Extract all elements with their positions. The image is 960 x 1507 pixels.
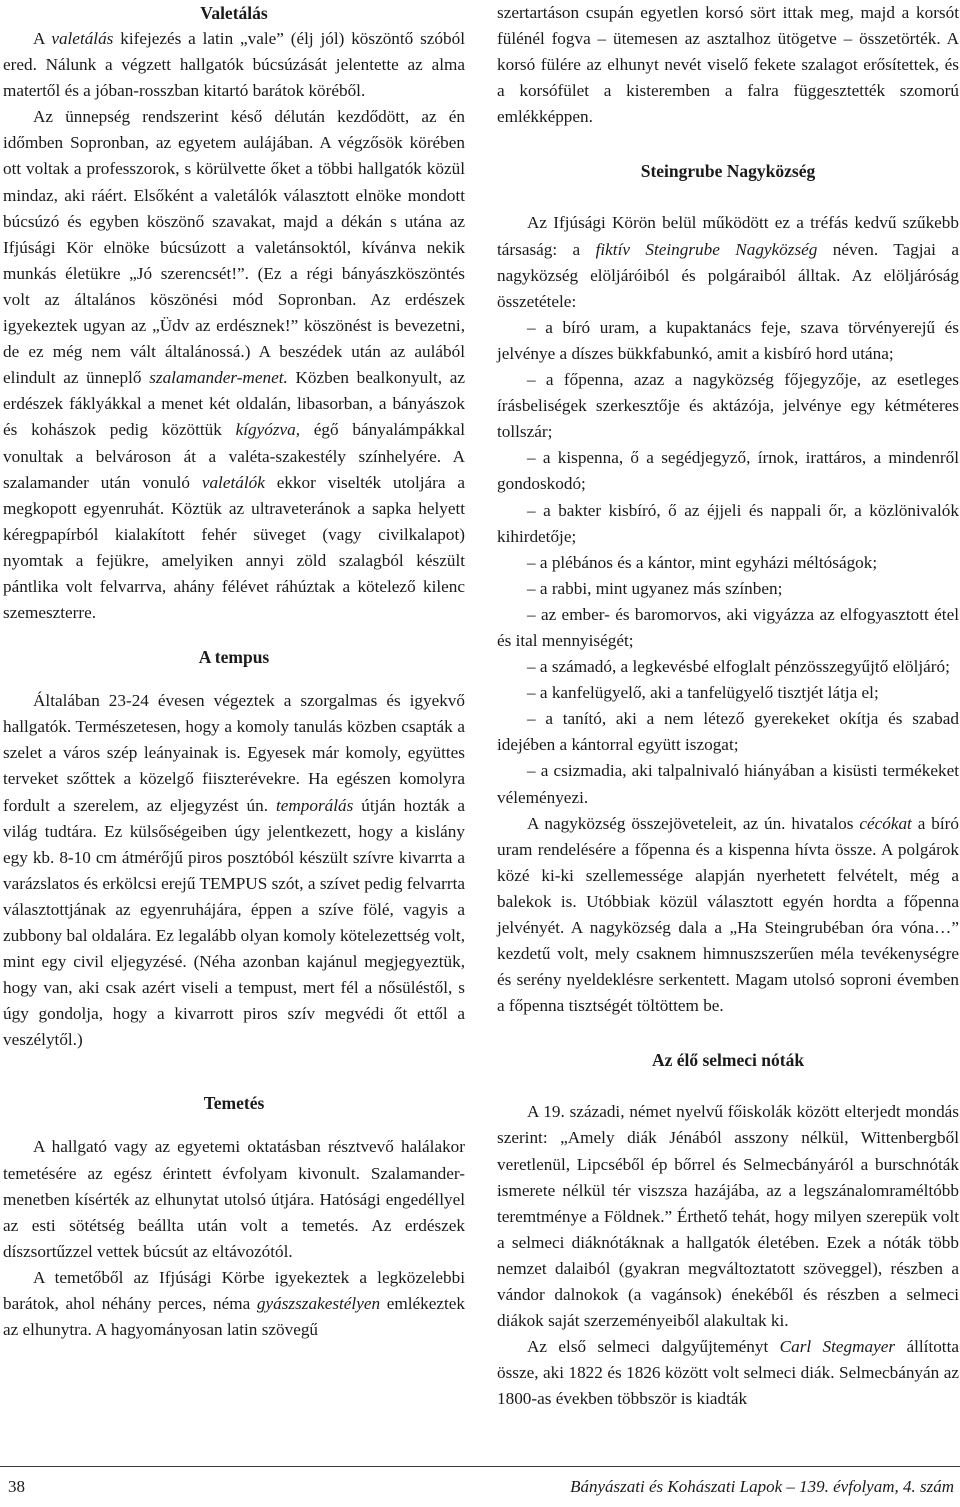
paragraph: Általában 23-24 évesen végeztek a szorgalmas és igyekvő hallgatók. Természetesen, hogy a komoly tanulás közben csapták a szelet a város szép leányainak is. Egyesek már komoly, együttes terveket szőttek a közelgő fiiszterévekre. Ha egészen komolyra fordult a szerelem, az eljegyzést ún. temporálás útján hozták a világ tudtára. Ez külsőségeiben úgy jelentkezett, hogy a kislány egy kb. 8-10 cm átmérőjű piros posztóból készült szívre kivarrta a varázslatos és erkölcsi erejű TEMPUS szót, a szívet pedig felvarrta választottjának az egyenruhájára, éppen a szíve fölé, vagyis a zubbony bal oldalára. Ez legalább olyan komoly kötelezettség volt, mint egy civil eljegyzésé. (Néha azonban kajánul megjegyeztük, hogy van, aki csak azért viseli a tempust, mert fél a nősüléstől, s úgy gondolja, hogy a kivarrott piros szív megvédi őt ettől a veszélytől.) — [3, 691, 466, 1050]
section-heading-notak: Az élő selmeci nóták — [651, 1050, 805, 1071]
italic-phrase: gyászszakestélyen — [256, 1294, 381, 1314]
italic-phrase: valetálók — [201, 472, 265, 492]
list-item: – a bíró uram, a kupaktanács feje, szava törvényerejű és jelvénye a díszes bükkfabunkó, amit a kisbíró hord utána; — [497, 317, 959, 363]
paragraph: A valetálás kifejezés a latin „vale” (élj jól) köszöntő szóból ered. Nálunk a végzett hallgatók búcsúzását jelentette az alma matertől és a jóban-rosszban kitartó barátok köréből. — [3, 29, 465, 101]
section-heading-temetes: Temetés — [203, 1093, 265, 1114]
paragraph: A temetőből az Ifjúsági Körbe igyekeztek a legközelebbi barátok, ahol néhány perces, néma gyászszakestélyen emlékeztek az elhunytra. A hagyományosan latin szövegű — [3, 1267, 465, 1340]
list-item: – a főpenna, azaz a nagyközség főjegyzője, az esetleges írásbeliségek szerkesztője és aktázója, jelvénye egy kétméteres tollszár; — [497, 370, 959, 442]
paragraph: szertartáson csupán egyetlen korsó sört ittak meg, majd a korsót fülénél fogva – ütemesen az asztalhoz ütögetve – összetörték. A korsó fülére az elhunyt nevét viselő fekete szalagot erősítettek, és a korsófület a kisteremben a falra függesztették szomorú emlékképpen. — [497, 3, 959, 127]
section-heading-valetalas: Valetálás — [200, 3, 268, 23]
paragraph: Az első selmeci dalgyűjteményt Carl Stegmayer állította össze, aki 1822 és 1826 között volt selmeci diák. Selmecbányán az 1800-as években többször is kiadták — [497, 1337, 959, 1409]
left-column — [3, 0, 465, 1343]
italic-phrase: kígyózva, — [235, 420, 301, 440]
list-item: – a tanító, aki a nem létező gyerekeket okítja és szabad idejében a kántorral együtt iszogat; — [497, 709, 959, 755]
italic-phrase: szalamander-menet. — [149, 368, 288, 388]
footer-divider — [0, 1466, 960, 1467]
list-item: – a plébános és a kántor, mint egyházi méltóságok; — [527, 552, 878, 572]
list-item: – az ember- és baromorvos, aki vigyázza az elfogyasztott étel és ital mennyiségét; — [497, 604, 959, 650]
dash-list — [497, 315, 959, 811]
list-item: – a kanfelügyelő, aki a tanfelügyelő tisztjét látja el; — [527, 683, 879, 703]
italic-phrase: valetálás — [51, 29, 114, 48]
list-item: – a számadó, a legkevésbé elfoglalt pénzösszegyűjtő elöljáró; — [527, 657, 950, 677]
italic-phrase: temporálás — [275, 795, 354, 815]
paragraph: A nagyközség összejöveteleit, az ún. hivatalos cécókat a bíró uram rendelésére a főpenna és a kispenna hívta össze. A polgárok közé ki-ki szellemessége alapján nyerhetett felvételt, még a balekok is. Utóbbiak közül választott egyén hordta a főpenna jelvényét. A nagyközség dala a „Ha Steingrubéban óra vóna…” kezdetű volt, mely csaknem himnuszszerűen méla tevékenységre és serény nyeldeklésre serkentett. Magam utolsó soproni évemben a főpenna tisztségét töltöttem be. — [497, 813, 959, 1016]
italic-phrase: fiktív Steingrube Nagyközség — [595, 239, 818, 259]
italic-phrase: cécókat — [859, 813, 912, 833]
section-heading-steingrube: Steingrube Nagyközség — [640, 161, 816, 182]
page-number: 38 — [8, 1477, 25, 1496]
list-item: – a bakter kisbíró, ő az éjjeli és nappali őr, a közlönivalók kihirdetője; — [497, 500, 959, 546]
italic-phrase: Carl Stegmayer — [779, 1337, 896, 1357]
list-item: – a csizmadia, aki talpalnivaló hiányában a kisüsti termékeket véleményezi. — [497, 761, 959, 807]
right-column — [497, 0, 959, 1413]
paragraph: A hallgató vagy az egyetemi oktatásban résztvevő halálakor temetésére az egész érintett évfolyam kivonult. Szalamander-menetben kísérték az elhunytat utolsó útjára. Hatósági engedéllyel az esti sötétség beállta után volt a temetés. Az erdészek díszsortűzzel vettek búcsút az eltávozótól. — [3, 1137, 465, 1261]
list-item: – a kispenna, ő a segédjegyző, írnok, irattáros, a mindenről gondoskodó; — [497, 448, 959, 494]
paragraph: A 19. századi, német nyelvű főiskolák között elterjedt mondás szerint: „Amely diák Jénából asszony nélkül, Wittenbergből veretlenül, Lipcséből ép bőrrel és Selmecbányáról a burschnóták ismerete nélkül tér viszsza hazájába, az a legszánalomraméltóbb teremtménye a Földnek.” Érthető tehát, hogy milyen szerepük volt a selmeci diáknótáknak a hallgatók életében. Ezek a nóták több nemzet dalaiból (gyakran megváltoztatott szöveggel), részben a vándor dalnokok (a vagánsok) énekéből és részben a selmeci diákok saját szerzeményeiből alakultak ki. — [497, 1102, 959, 1331]
paragraph: Az ünnepség rendszerint késő délután kezdődött, az én időmben Sopronban, az egyetem aulájában. A végzősök körében ott voltak a professzorok, s körülvette őket a többi hallgatók közül mindaz, aki ráért. Elsőként a valetálók választott elnöke mondott búcsúzó és egyben köszönő szavakat, majd a dékán s utána az Ifjúsági Kör elnöke búcsúzott a valetánsoktól, kívánva nekik munkás életükre „Jó szerencsét!”. (Ez a régi bányászköszöntés volt az általános köszönési mód Sopronban. Az erdészek igyekeztek ugyan az „Üdv az erdésznek!” köszönést is bevezetni, de ez még nem vált általánossá.) A beszédek után az aulából elindult az ünneplő szalamander-menet. Közben bealkonyult, az erdészek fáklyákkal a menet két oldalán, libasorban, a bányászok és kohászok pedig közöttük kígyózva, égő bányalámpákkal vonultak a belvároson át a valéta-szakestély színhelyére. A szalamander után vonuló valetálók ekkor viselték utoljára a megkopott egyenruhát. Köztük az ultraveteránok a sapka helyett kéregpapírból kialakított fehér süveget (vagy civilkalapot) nyomtak a fejükre, amelyiken annyi zöld szalagból készült pántlika volt felvarrva, ahány félévet ráhúztak a kötelező kilenc szemeszterre. — [3, 107, 465, 623]
section-heading-tempus: A tempus — [198, 647, 270, 668]
list-item: – a rabbi, mint ugyanez más színben; — [527, 578, 783, 598]
paragraph: Az Ifjúsági Körön belül működött ez a tréfás kedvű szűkebb társaság: a fiktív Steingrube Nagyközség néven. Tagjai a nagyközség elöljáróiból és polgáraiból álltak. Az elöljáróság összetétele: — [497, 213, 959, 311]
journal-footer: Bányászati és Kohászati Lapok – 139. évfolyam, 4. szám — [570, 1477, 954, 1496]
